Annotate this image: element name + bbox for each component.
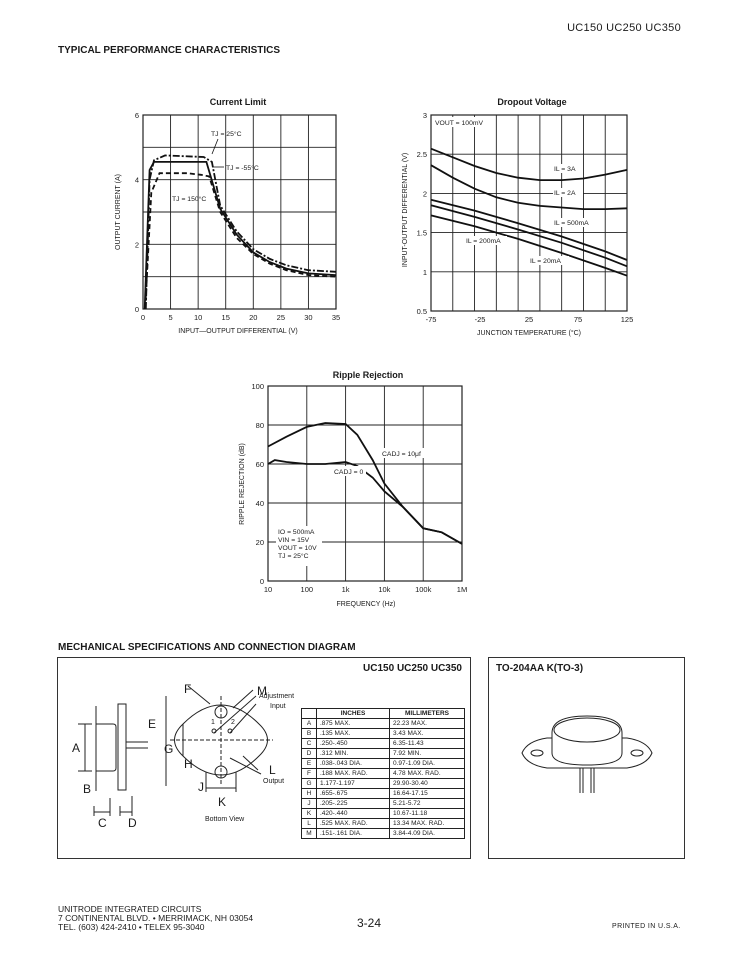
ripple-y-ticks: [251, 382, 264, 586]
dim-inches: .655-.675: [317, 789, 390, 799]
y-tick-label: 100: [251, 382, 264, 391]
dimension-row-b: [302, 729, 465, 739]
dim-inches: .038-.043 DIA.: [317, 759, 390, 769]
y-tick-label: 0: [259, 577, 264, 586]
vout-label: VOUT = 10V: [278, 545, 317, 552]
series-il-3a: [431, 149, 627, 180]
mechanical-section-title: MECHANICAL SPECIFICATIONS AND CONNECTION DIAGRAM: [58, 642, 356, 653]
x-tick-label: 35: [331, 313, 341, 322]
x-tick-label: 30: [304, 313, 313, 322]
label-d: D: [128, 816, 137, 830]
dim-inches: 1.177-1.197: [317, 779, 390, 789]
to3-package-illustration: [517, 708, 657, 803]
dimension-row-l: [302, 819, 465, 829]
dropout-y-ticks: [417, 111, 427, 316]
vout-100mv-label: VOUT = 100mV: [435, 120, 484, 127]
pin-2-label: 2: [231, 719, 235, 726]
x-tick-label: 1M: [456, 585, 468, 594]
y-tick-label: 60: [255, 460, 264, 469]
svg-text:TJ = 150°C: TJ = 150°C: [172, 196, 207, 203]
dim-mm: 3.43 MAX.: [390, 729, 465, 739]
y-tick-label: 2: [134, 240, 139, 250]
footer-company: UNITRODE INTEGRATED CIRCUITS: [58, 904, 202, 914]
tj-25-label: [211, 130, 242, 138]
x-tick-label: 15: [221, 313, 230, 322]
dim-inches: .205-.225: [317, 799, 390, 809]
label-a: A: [72, 741, 81, 755]
y-tick-label: 80: [255, 421, 264, 430]
mechanical-box-title: UC150 UC250 UC350: [363, 663, 462, 674]
dimension-row-d: [302, 749, 465, 759]
dimension-table-header: INCHES MILLIMETERS: [302, 709, 465, 719]
tj-label: TJ = 25°C: [278, 553, 309, 560]
dropout-x-ticks: [426, 315, 634, 324]
svg-text:TJ = -55°C: TJ = -55°C: [226, 165, 259, 172]
printed-in-usa: PRINTED IN U.S.A.: [612, 923, 681, 930]
dim-letter: K: [302, 809, 317, 819]
y-tick-label: 3: [422, 111, 427, 120]
dim-mm: 7.92 MIN.: [390, 749, 465, 759]
ripple-xlabel: FREQUENCY (Hz): [336, 601, 396, 608]
dim-mm: 10.67-11.18: [390, 809, 465, 819]
tj-150-label: [172, 195, 206, 203]
ripple-series: [268, 423, 462, 544]
vin-label: VIN = 15V: [278, 537, 310, 544]
page-number: 3-24: [357, 916, 382, 930]
dim-letter: A: [302, 719, 317, 729]
dim-mm: 29.90-30.40: [390, 779, 465, 789]
x-tick-label: 75: [573, 315, 583, 324]
label-f: F: [184, 682, 192, 696]
dim-letter: E: [302, 759, 317, 769]
x-tick-label: -75: [425, 315, 437, 324]
pin-1-label: 1: [211, 719, 215, 726]
dimension-row-f: [302, 769, 465, 779]
output-label: Output: [263, 778, 285, 785]
dim-inches: .525 MAX. RAD.: [317, 819, 390, 829]
x-tick-label: 10k: [378, 585, 391, 594]
y-tick-label: 0.5: [416, 307, 427, 316]
dimension-row-g: [302, 779, 465, 789]
ripple-x-ticks: [264, 585, 467, 594]
il-3a-label: IL = 3A: [554, 166, 576, 173]
x-tick-label: 20: [249, 313, 258, 322]
x-tick-label: 1k: [341, 585, 350, 594]
dim-mm: 16.64-17.15: [390, 789, 465, 799]
dim-mm: 6.35-11.43: [390, 739, 465, 749]
dim-letter: B: [302, 729, 317, 739]
series-tj-55-c: [146, 155, 336, 309]
il-200ma-label: IL = 200mA: [466, 238, 501, 245]
il-2a-label: IL = 2A: [554, 190, 576, 197]
il-500ma-label: IL = 500mA: [554, 220, 589, 227]
label-h: H: [184, 757, 193, 771]
label-b: B: [83, 782, 92, 796]
y-tick-label: 2.5: [416, 150, 427, 160]
dim-letter: G: [302, 779, 317, 789]
dim-inches: .420-.440: [317, 809, 390, 819]
typical-performance-title: TYPICAL PERFORMANCE CHARACTERISTICS: [58, 45, 281, 56]
dim-inches: .312 MIN.: [317, 749, 390, 759]
current-limit-series: [145, 155, 336, 309]
dim-inches: .135 MAX.: [317, 729, 390, 739]
x-tick-label: 10: [193, 313, 203, 322]
label-k: K: [218, 795, 227, 809]
cadj-10uf-label: CADJ = 10μf: [382, 451, 421, 458]
dropout-voltage-title: Dropout Voltage: [497, 97, 567, 107]
ripple-rejection-title: Ripple Rejection: [332, 370, 404, 380]
input-label: Input: [270, 703, 286, 710]
current-limit-xlabel: INPUT—OUTPUT DIFFERENTIAL (V): [178, 328, 298, 335]
series-il-20ma: [431, 215, 627, 275]
y-tick-label: 4: [134, 175, 139, 185]
dim-inches: .250-.450: [317, 739, 390, 749]
current-limit-title: Current Limit: [209, 97, 267, 107]
dimension-row-k: [302, 809, 465, 819]
current-limit-grid: [143, 115, 336, 309]
x-tick-label: 0: [140, 313, 146, 322]
series-tj-150-c: [145, 173, 336, 309]
series-cadj-10-f: [268, 423, 462, 544]
dim-mm: 3.84-4.09 DIA.: [390, 829, 465, 839]
dim-letter: L: [302, 819, 317, 829]
x-tick-label: -25: [474, 315, 486, 324]
current-limit-x-ticks: [141, 313, 340, 322]
dim-letter: D: [302, 749, 317, 759]
x-tick-label: 100: [300, 585, 314, 594]
dimension-row-e: [302, 759, 465, 769]
dimension-row-h: [302, 789, 465, 799]
series-il-2a: [431, 165, 627, 209]
dropout-voltage-chart: [395, 94, 640, 339]
x-tick-label: 5: [168, 313, 173, 322]
dim-mm: 22.23 MAX.: [390, 719, 465, 729]
dropout-ylabel: INPUT-OUTPUT DIFFERENTIAL (V): [402, 152, 409, 268]
footer-street: 7 CONTINENTAL BLVD. • MERRIMACK, NH 03054: [58, 913, 254, 923]
package-drawing: [58, 676, 298, 856]
y-tick-label: 6: [134, 111, 139, 120]
label-j: J: [198, 780, 204, 794]
ripple-rejection-chart: [230, 366, 480, 614]
footer-phone: TEL. (603) 424-2410 • TELEX 95-3040: [58, 922, 205, 932]
tj-minus55-label: [226, 164, 259, 172]
y-tick-label: 1: [422, 267, 427, 277]
io-label: IO = 500mA: [278, 529, 315, 536]
dim-letter: J: [302, 799, 317, 809]
y-tick-label: 1.5: [416, 228, 427, 238]
dimension-row-a: [302, 719, 465, 729]
label-g: G: [164, 742, 174, 756]
dim-letter: M: [302, 829, 317, 839]
x-tick-label: 25: [524, 315, 534, 324]
adjustment-label: Adjustment: [259, 693, 295, 700]
dim-inches: .188 MAX. RAD.: [317, 769, 390, 779]
y-tick-label: 40: [255, 499, 264, 508]
header-part-numbers: UC150 UC250 UC350: [567, 22, 681, 34]
package-title: TO-204AA K(TO-3): [496, 663, 584, 674]
dimension-row-j: [302, 799, 465, 809]
package-box: [488, 657, 685, 859]
x-tick-label: 25: [276, 313, 286, 322]
current-limit-chart: [100, 94, 350, 339]
x-tick-label: 125: [620, 315, 634, 324]
current-limit-ylabel: OUTPUT CURRENT (A): [115, 174, 122, 250]
il-20ma-label: IL = 20mA: [530, 258, 561, 265]
dimension-row-m: [302, 829, 465, 839]
bottom-view-label: Bottom View: [205, 816, 245, 823]
dim-inches: .875 MAX.: [317, 719, 390, 729]
dim-letter: F: [302, 769, 317, 779]
y-tick-label: 0: [134, 305, 139, 314]
x-tick-label: 10: [263, 585, 273, 594]
mechanical-spec-box: [57, 657, 471, 859]
svg-text:TJ = 25°C: TJ = 25°C: [211, 131, 242, 138]
dim-letter: H: [302, 789, 317, 799]
footer-address: [58, 905, 253, 932]
label-e: E: [148, 717, 157, 731]
label-m: M: [257, 684, 267, 698]
y-tick-label: 2: [422, 189, 427, 199]
x-tick-label: 100k: [415, 585, 432, 594]
dim-inches: .151-.161 DIA.: [317, 829, 390, 839]
dimension-table: [301, 708, 465, 839]
cadj-0-label: CADJ = 0: [334, 469, 364, 476]
label-l: L: [269, 763, 276, 777]
dim-letter: C: [302, 739, 317, 749]
current-limit-y-ticks: [135, 111, 139, 314]
dropout-xlabel: JUNCTION TEMPERATURE (°C): [476, 330, 582, 337]
y-tick-label: 20: [255, 538, 264, 547]
package-can: [552, 716, 622, 765]
dim-mm: 13.34 MAX. RAD.: [390, 819, 465, 829]
dimension-row-c: [302, 739, 465, 749]
dim-mm: 4.78 MAX. RAD.: [390, 769, 465, 779]
dim-mm: 5.21-5.72: [390, 799, 465, 809]
ripple-ylabel: RIPPLE REJECTION (dB): [239, 443, 246, 525]
label-c: C: [98, 816, 107, 830]
dim-mm: 0.97-1.09 DIA.: [390, 759, 465, 769]
